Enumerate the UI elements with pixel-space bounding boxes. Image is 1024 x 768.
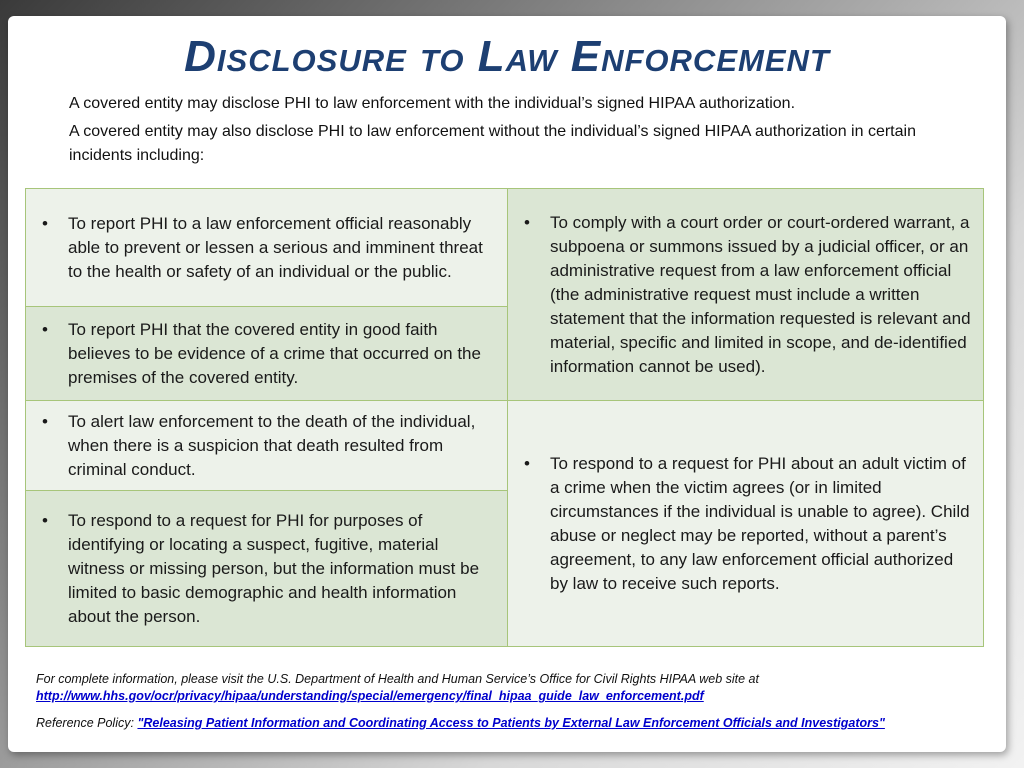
item-cell-1 xyxy=(26,189,508,307)
bullet: • xyxy=(42,411,48,431)
bullet: • xyxy=(42,510,48,530)
item-cell-6 xyxy=(26,491,508,647)
item-text-2: To comply with a court order or court-ordered warrant, a subpoena or summons issued by a judicial officer, or an administrative request from a law enforcement official (the administrative request must include a written statement that the information requested is relevant and material, specific and limited in scope, and de-identified information cannot be used). xyxy=(550,212,971,376)
disclosure-table xyxy=(25,188,984,647)
intro-line-2: A covered entity may also disclose PHI to law enforcement without the individual’s signed HIPAA authorization in certain incidents including: xyxy=(69,123,916,164)
item-text-3: To report PHI that the covered entity in good faith believes to be evidence of a crime that occurred on the premises of the covered entity. xyxy=(68,319,481,387)
page-title: Disclosure to Law Enforcement xyxy=(184,32,830,81)
bullet: • xyxy=(42,213,48,233)
item-text-1: To report PHI to a law enforcement official reasonably able to prevent or lessen a serious and imminent threat to the health or safety of an individual or the public. xyxy=(68,213,483,281)
slide xyxy=(8,16,1006,752)
footer-info-text: For complete information, please visit the U.S. Department of Health and Human Service’s Office for Civil Rights HIPAA web site at xyxy=(36,672,759,686)
item-cell-5 xyxy=(508,401,984,647)
bullet: • xyxy=(524,212,530,232)
bullet: • xyxy=(524,453,530,473)
item-text-5: To respond to a request for PHI about an adult victim of a crime when the victim agrees (or in limited circumstances if the individual is unable to agree). Child abuse or neglect may be reported, without a parent’s agreement, to any law enforcement official authorized by law to receive such reports. xyxy=(550,453,970,593)
reference-policy-link[interactable]: "Releasing Patient Information and Coordinating Access to Patients by External Law Enforcement Officials and Investigators" xyxy=(137,716,885,730)
footer-reference xyxy=(36,715,976,732)
item-text-4: To alert law enforcement to the death of the individual, when there is a suspicion that death resulted from criminal conduct. xyxy=(68,411,476,479)
bullet: • xyxy=(42,319,48,339)
reference-label: Reference Policy: xyxy=(36,716,134,730)
item-cell-3 xyxy=(26,307,508,401)
item-cell-2 xyxy=(508,189,984,401)
hhs-guide-link[interactable]: http://www.hhs.gov/ocr/privacy/hipaa/understanding/special/emergency/final_hipaa_guide_law_enforcement.pdf xyxy=(36,689,704,703)
item-cell-4 xyxy=(26,401,508,491)
item-text-6: To respond to a request for PHI for purposes of identifying or locating a suspect, fugitive, material witness or missing person, but the information must be limited to basic demographic and health information about the person. xyxy=(68,510,480,626)
intro-line-1: A covered entity may disclose PHI to law enforcement with the individual’s signed HIPAA authorization. xyxy=(69,95,796,112)
footer-info xyxy=(36,671,976,705)
